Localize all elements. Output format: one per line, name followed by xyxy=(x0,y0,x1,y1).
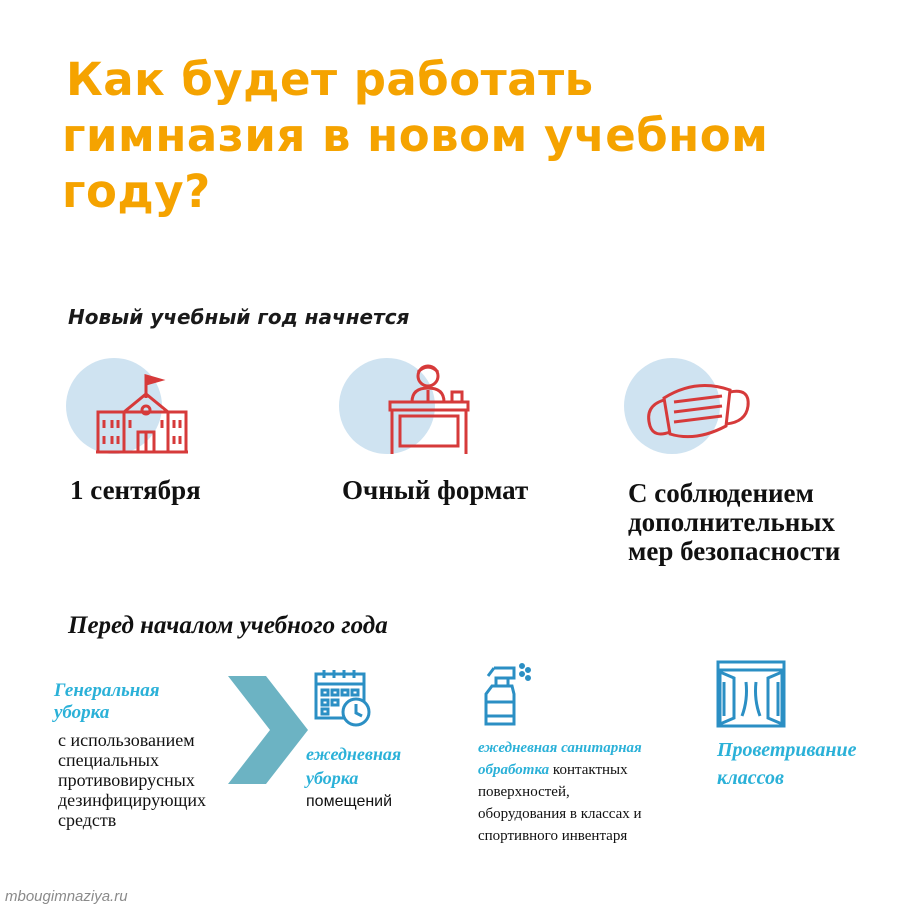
title-line-3: году? xyxy=(62,165,211,218)
safety-measures-label xyxy=(628,479,840,566)
sanitation-text xyxy=(478,737,642,847)
daily-cleaning-text: помещений xyxy=(306,793,393,810)
general-cleaning-line: средств xyxy=(58,810,117,830)
sanitation-line-2: контактных xyxy=(549,762,628,778)
daily-cleaning-title-1: ежедневная xyxy=(306,744,402,764)
general-cleaning-line: с использованием xyxy=(58,730,195,750)
sanitation-line: оборудования в классах и xyxy=(478,806,642,822)
general-cleaning-line: специальных xyxy=(58,750,159,770)
safety-line-1: С соблюдением xyxy=(628,478,814,508)
calendar-clock-icon xyxy=(314,668,374,728)
format-label: Очный формат xyxy=(342,475,529,505)
sanitation-line: поверхностей, xyxy=(478,784,570,800)
safety-line-2: дополнительных xyxy=(628,507,835,537)
title-line-2: гимназия в новом учебном xyxy=(62,109,769,162)
chevron-right-icon xyxy=(228,676,310,784)
daily-cleaning-title xyxy=(306,742,401,790)
medical-mask-icon xyxy=(642,376,752,446)
ventilation-title-2: классов xyxy=(717,767,784,789)
sanitation-title-1: ежедневная санитарная xyxy=(478,740,642,756)
daily-cleaning-title-2: уборка xyxy=(306,768,359,788)
general-cleaning-title xyxy=(54,680,160,724)
title-line-1: Как будет работать xyxy=(66,53,594,106)
sanitation-line: спортивного инвентаря xyxy=(478,828,628,844)
safety-line-3: мер безопасности xyxy=(628,536,841,566)
teacher-desk-icon xyxy=(386,362,472,456)
ventilation-title-1: Проветривание xyxy=(717,739,857,761)
watermark: mbougimnaziya.ru xyxy=(5,888,128,905)
section-2-heading: Перед началом учебного года xyxy=(68,612,388,639)
general-cleaning-title-2: уборка xyxy=(54,702,110,723)
page-title xyxy=(62,52,882,220)
sanitation-title-2: обработка xyxy=(478,762,550,778)
general-cleaning-text xyxy=(58,730,206,830)
section-1-heading: Новый учебный год начнется xyxy=(68,305,410,329)
window-icon xyxy=(716,660,788,728)
general-cleaning-line: дезинфицирующих xyxy=(58,790,207,810)
ventilation-title xyxy=(717,736,856,792)
general-cleaning-title-1: Генеральная xyxy=(54,680,160,701)
general-cleaning-line: противовирусных xyxy=(58,770,195,790)
school-building-icon xyxy=(94,372,190,456)
spray-bottle-icon xyxy=(482,662,534,728)
start-date-label: 1 сентября xyxy=(70,475,201,505)
